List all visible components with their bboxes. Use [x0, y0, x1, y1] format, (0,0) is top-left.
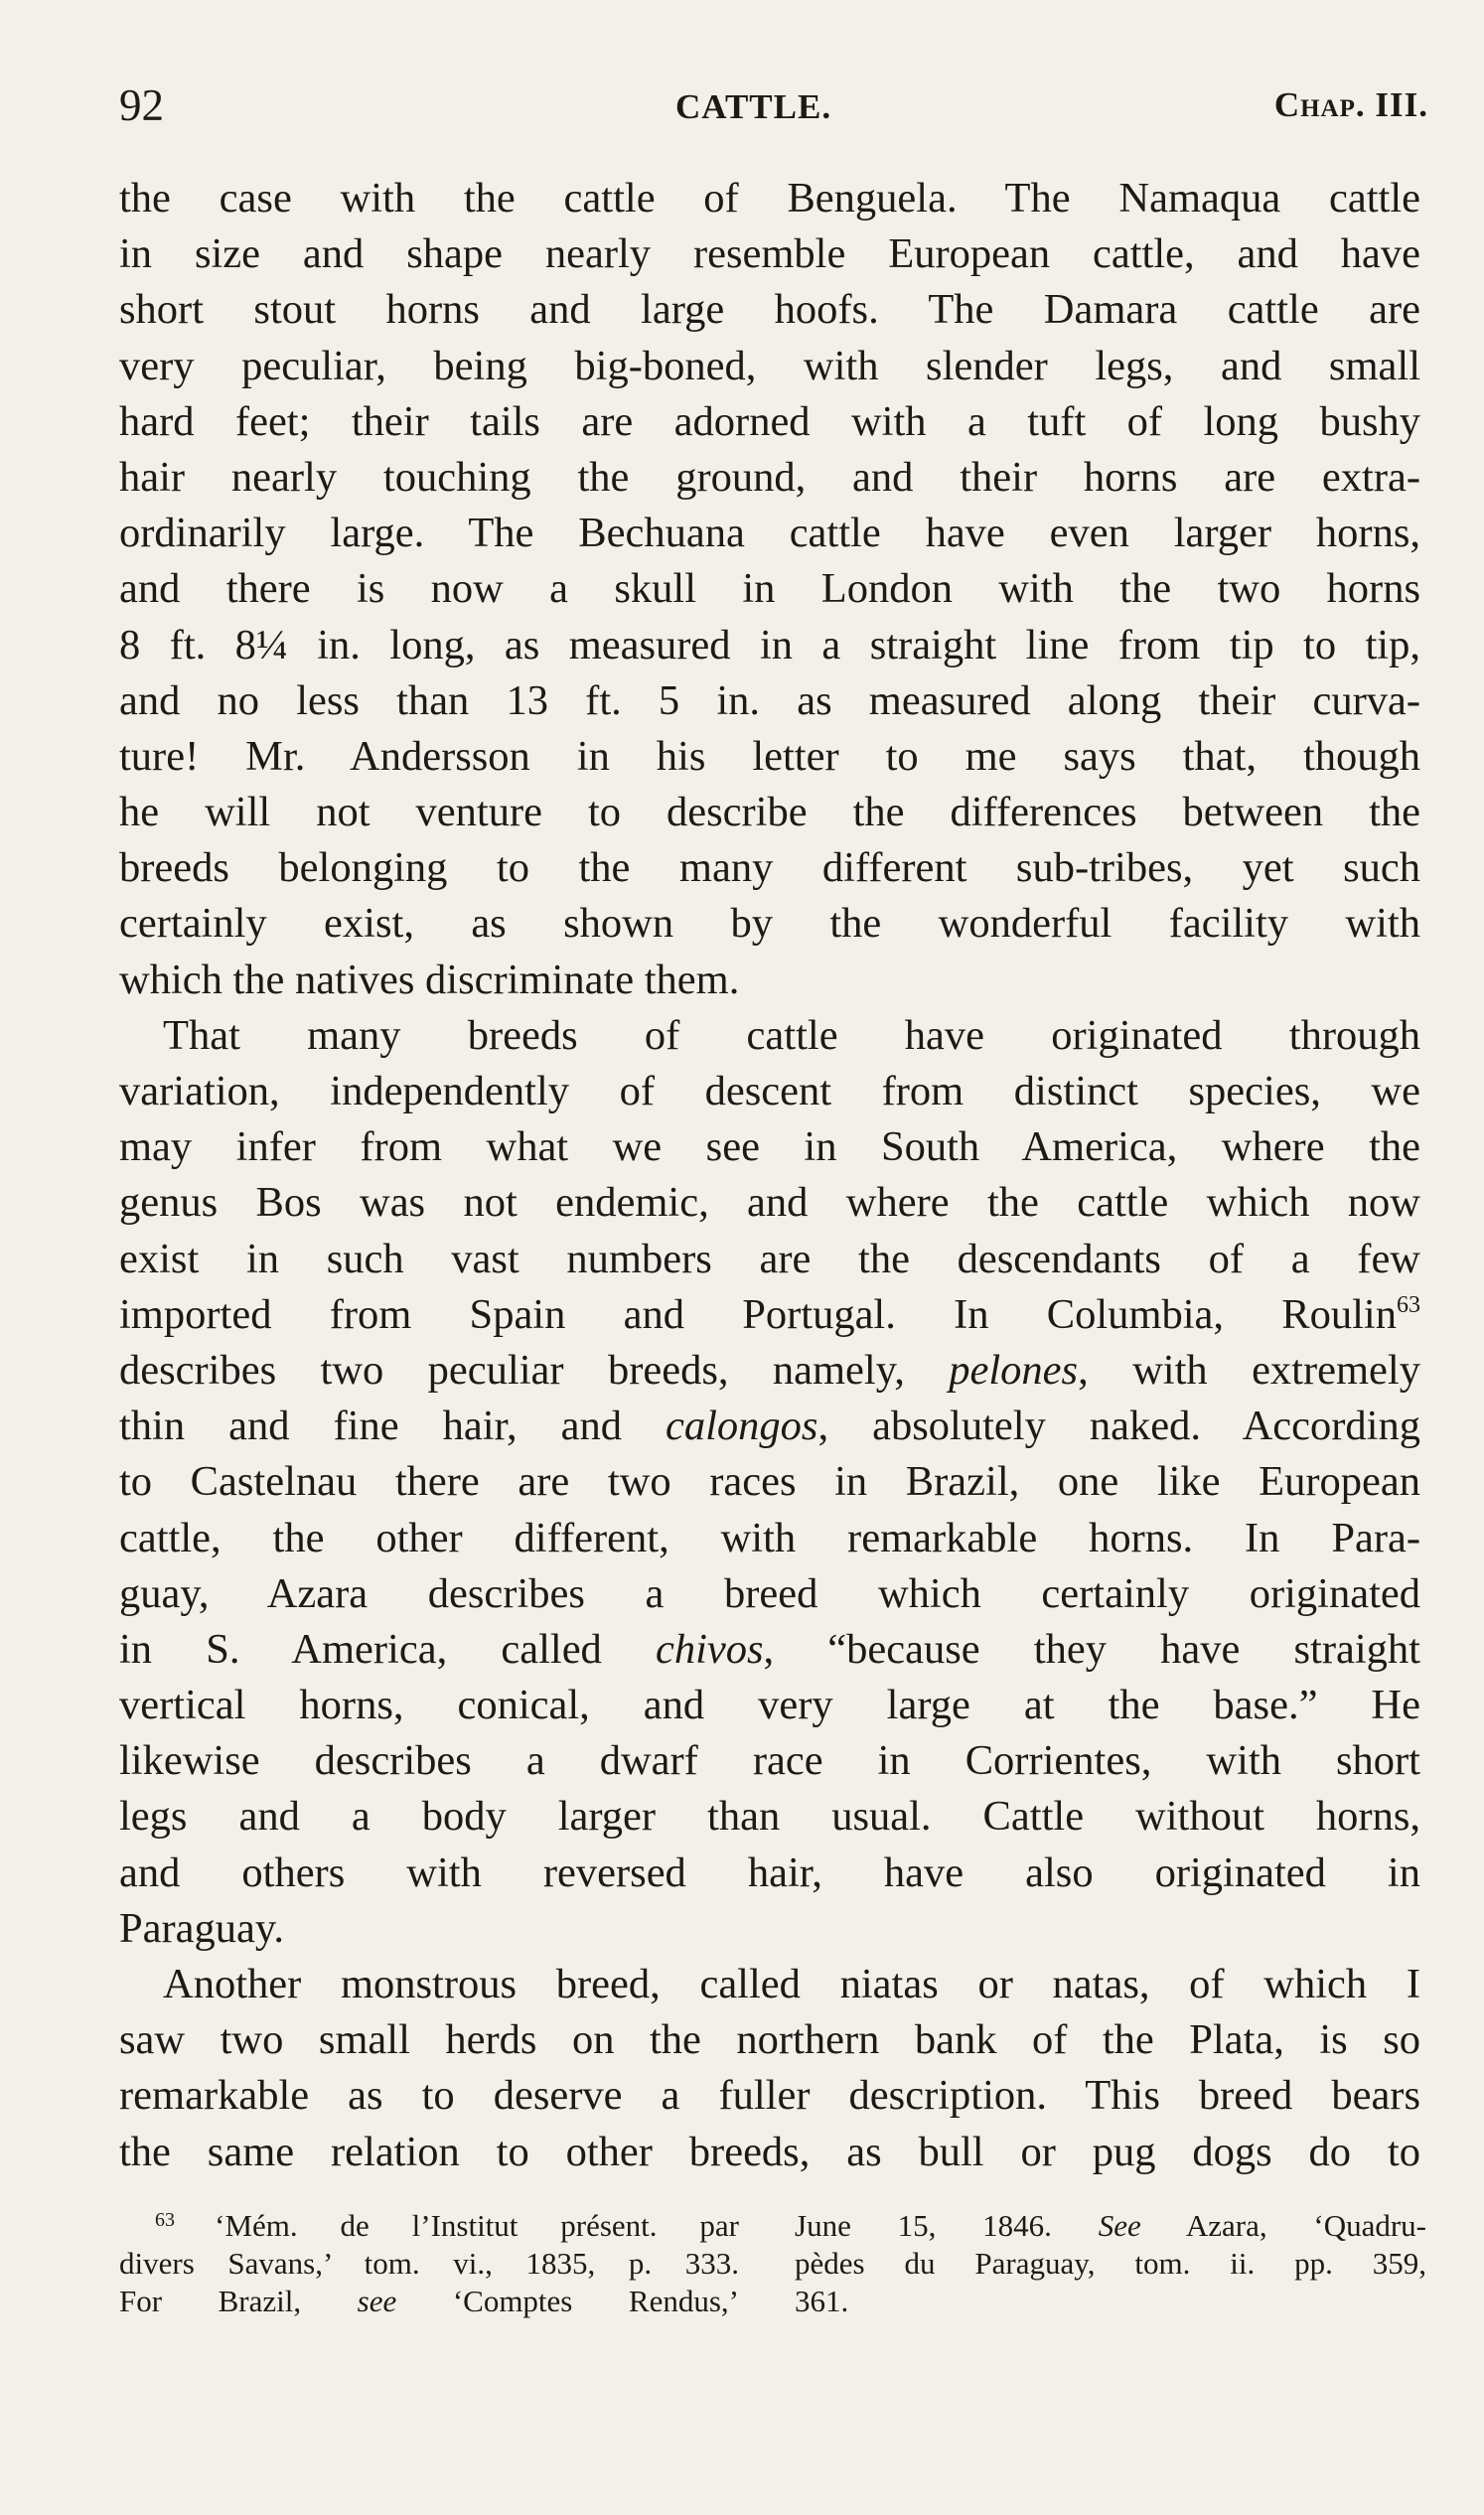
text-line	[119, 1957, 1420, 2012]
text-run: That many breeds of cattle have originated through	[163, 1011, 1420, 1059]
text-run: very peculiar, being big-boned, with slender legs, and small	[119, 342, 1420, 389]
text-run: he will not venture to describe the differences between the	[119, 789, 1420, 836]
text-run: genus Bos was not endemic, and where the cattle which now	[119, 1179, 1420, 1227]
footnote-line	[795, 2283, 1426, 2320]
text-line	[119, 1064, 1420, 1119]
text-line	[119, 896, 1420, 952]
text-run: saw two small herds on the northern bank of the Plata, is so	[119, 2016, 1420, 2064]
footnote-column-left	[119, 2207, 739, 2320]
text-run: and no less than 13 ft. 5 in. as measured along their curva-	[119, 676, 1420, 724]
text-line	[119, 1343, 1420, 1399]
text-line	[119, 1399, 1420, 1454]
text-line	[119, 1901, 1420, 1957]
body-text	[119, 171, 1420, 2180]
text-run: to Castelnau there are two races in Brazil, one like European	[119, 1458, 1420, 1506]
text-run: ‘Comptes Rendus,’	[396, 2284, 739, 2318]
text-line	[119, 1175, 1420, 1231]
text-line	[119, 2012, 1420, 2068]
footnote-reference: 63	[1397, 1291, 1420, 1318]
text-run: hair nearly touching the ground, and their horns are extra-	[119, 453, 1420, 501]
text-line	[119, 561, 1420, 617]
text-line	[119, 171, 1420, 226]
text-run: divers Savans,’ tom. vi., 1835, p. 333.	[119, 2246, 739, 2281]
italic-term: pelones	[949, 1346, 1079, 1394]
text-line	[119, 1287, 1420, 1343]
text-line	[119, 1622, 1420, 1678]
running-header	[119, 79, 1428, 139]
text-run: describes two peculiar breeds, namely,	[119, 1346, 950, 1394]
page-number: 92	[119, 80, 164, 130]
text-line	[119, 785, 1420, 840]
text-run: imported from Spain and Portugal. In Columbia, Roulin	[119, 1290, 1397, 1338]
text-run: and there is now a skull in London with the two horns	[119, 565, 1420, 613]
italic-term: chivos	[655, 1625, 764, 1673]
footnote-line	[795, 2207, 1426, 2245]
text-run: cattle, the other different, with remarkable horns. In Para-	[119, 1514, 1420, 1561]
italic-term: see	[357, 2284, 397, 2318]
text-line	[119, 282, 1420, 338]
text-line	[119, 1511, 1420, 1566]
text-line	[119, 506, 1420, 561]
text-run: short stout horns and large hoofs. The Damara cattle are	[119, 286, 1420, 334]
text-run: 361.	[795, 2284, 849, 2318]
text-run: likewise describes a dwarf race in Corrientes, with short	[119, 1737, 1420, 1785]
running-title: CATTLE.	[675, 87, 832, 126]
text-line	[119, 1232, 1420, 1287]
text-run: guay, Azara describes a breed which certainly originated	[119, 1569, 1420, 1617]
text-line	[119, 1119, 1420, 1175]
text-line	[119, 1846, 1420, 1901]
footnote-number: 63	[155, 2209, 216, 2231]
text-line	[119, 1789, 1420, 1845]
text-line	[119, 729, 1420, 785]
text-run: in size and shape nearly resemble European cattle, and have	[119, 230, 1420, 278]
italic-term: calongos	[666, 1403, 818, 1450]
text-run: Azara, ‘Quadru-	[1140, 2208, 1426, 2243]
footnote-column-right	[795, 2207, 1426, 2320]
text-line	[119, 673, 1420, 729]
text-run: which the natives discriminate them.	[119, 956, 740, 1003]
text-run: , absolutely naked. According	[817, 1403, 1420, 1450]
text-line	[119, 1566, 1420, 1622]
text-line	[119, 840, 1420, 896]
footnote-line	[119, 2283, 739, 2320]
text-run: breeds belonging to the many different sub-tribes, yet such	[119, 844, 1420, 892]
text-run: remarkable as to deserve a fuller description. This breed bears	[119, 2072, 1420, 2120]
text-run: ture! Mr. Andersson in his letter to me says that, though	[119, 732, 1420, 780]
text-run: in S. America, called	[119, 1625, 656, 1673]
text-line	[119, 618, 1420, 673]
chapter-label: Chap. III.	[1273, 85, 1428, 124]
text-line	[119, 1454, 1420, 1510]
text-run: exist in such vast numbers are the descendants of a few	[119, 1235, 1420, 1282]
footnote-line	[119, 2245, 739, 2283]
text-run: , with extremely	[1078, 1346, 1420, 1394]
text-run: For Brazil,	[119, 2284, 358, 2318]
text-run: the same relation to other breeds, as bull or pug dogs do to	[119, 2128, 1420, 2175]
text-run: thin and fine hair, and	[119, 1403, 667, 1450]
text-run: hard feet; their tails are adorned with a tuft of long bushy	[119, 397, 1420, 445]
footnote-line	[795, 2245, 1426, 2283]
text-run: 8 ft. 8¼ in. long, as measured in a straight line from tip to tip,	[119, 621, 1420, 668]
text-line	[119, 2125, 1420, 2180]
italic-term: See	[1098, 2208, 1141, 2243]
text-line	[119, 953, 1420, 1008]
text-line	[119, 1008, 1420, 1064]
text-line	[119, 1733, 1420, 1789]
text-run: , “because they have straight	[763, 1625, 1420, 1673]
text-run: vertical horns, conical, and very large at the base.” He	[119, 1682, 1420, 1729]
text-line	[119, 2068, 1420, 2124]
text-run: variation, independently of descent from distinct species, we	[119, 1068, 1420, 1114]
text-run: certainly exist, as shown by the wonderful facility with	[119, 900, 1420, 948]
text-run: Another monstrous breed, called niatas or natas, of which I	[163, 1961, 1420, 2007]
footnotes	[119, 2207, 1428, 2336]
text-run: Paraguay.	[119, 1904, 284, 1952]
text-run: ‘Mém. de l’Institut présent. par	[215, 2208, 739, 2243]
text-run: pèdes du Paraguay, tom. ii. pp. 359,	[795, 2246, 1426, 2281]
text-run: may infer from what we see in South America, where the	[119, 1123, 1420, 1171]
text-run: and others with reversed hair, have also originated in	[119, 1849, 1420, 1896]
text-line	[119, 450, 1420, 506]
text-line	[119, 339, 1420, 394]
text-line	[119, 226, 1420, 282]
text-run: the case with the cattle of Benguela. The Namaqua cattle	[119, 175, 1420, 222]
text-run: June 15, 1846.	[795, 2208, 1099, 2243]
text-run: ordinarily large. The Bechuana cattle have even larger horns,	[119, 510, 1420, 557]
text-line	[119, 1678, 1420, 1733]
text-run: legs and a body larger than usual. Cattle without horns,	[119, 1793, 1420, 1841]
text-line	[119, 394, 1420, 450]
footnote-line	[119, 2207, 739, 2245]
